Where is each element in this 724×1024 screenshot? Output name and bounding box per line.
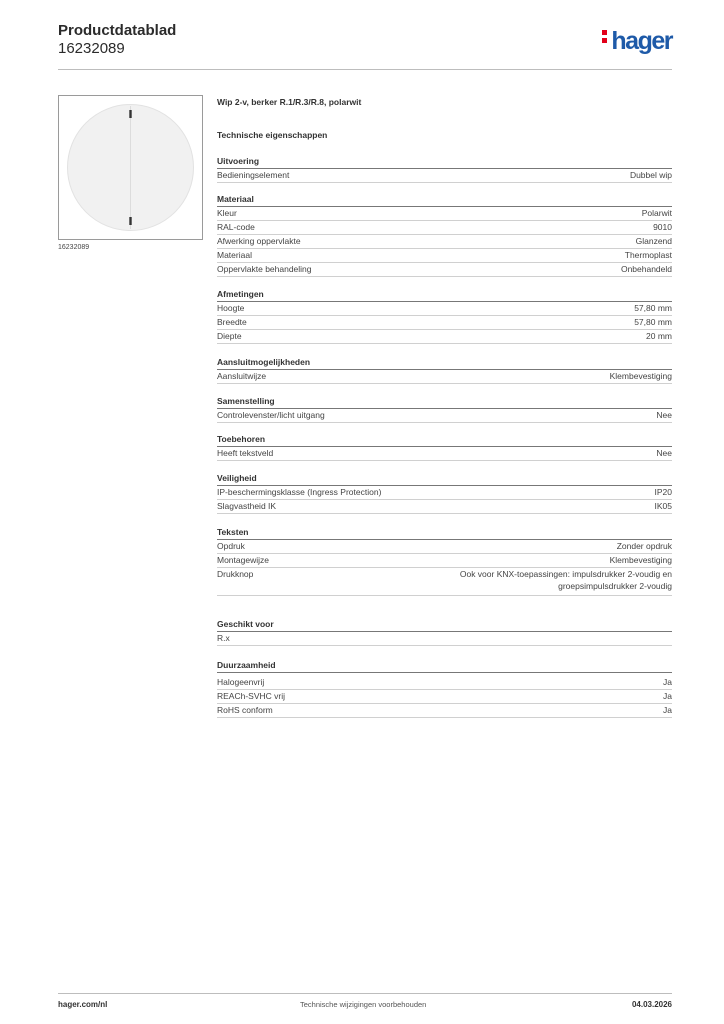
section-title-geschikt-voor: Geschikt voor	[217, 618, 672, 632]
spec-key: Aansluitwijze	[217, 371, 267, 381]
spec-row	[217, 370, 672, 384]
hager-logo	[602, 27, 672, 55]
spec-value: Ja	[663, 677, 672, 687]
spec-key: Breedte	[217, 317, 247, 327]
spec-row	[217, 235, 672, 249]
page-header	[58, 22, 672, 70]
spec-value: Ook voor KNX-toepassingen: impulsdrukker 2-voudig en groepsimpulsdrukker 2-voudig	[459, 569, 672, 591]
spec-key: Bedieningselement	[217, 170, 290, 180]
spec-key: Kleur	[217, 208, 237, 218]
spec-value: 57,80 mm	[634, 303, 672, 313]
spec-key: RoHS conform	[217, 705, 273, 715]
product-title: Wip 2-v, berker R.1/R.3/R.8, polarwit	[217, 97, 362, 107]
document-title: Productdatablad	[58, 22, 177, 39]
section-title-veiligheid: Veiligheid	[217, 472, 672, 486]
spec-row	[217, 207, 672, 221]
spec-row	[217, 330, 672, 344]
spec-row	[217, 554, 672, 568]
spec-value: Onbehandeld	[620, 264, 672, 274]
spec-key: Oppervlakte behandeling	[217, 264, 312, 274]
spec-value: Ja	[663, 705, 672, 715]
spec-key: IP-beschermingsklasse (Ingress Protection)	[217, 487, 382, 497]
spec-key: REACh-SVHC vrij	[217, 691, 286, 701]
spec-row	[217, 249, 672, 263]
spec-row	[217, 221, 672, 235]
section-title-toebehoren: Toebehoren	[217, 433, 672, 447]
spec-value: Polarwit	[641, 208, 672, 218]
spec-key: Controlevenster/licht uitgang	[217, 410, 325, 420]
spec-row	[217, 676, 672, 690]
spec-key: Drukknop	[217, 569, 254, 579]
section-title-afmetingen: Afmetingen	[217, 288, 672, 302]
spec-value: Thermoplast	[624, 250, 672, 260]
spec-key: RAL-code	[217, 222, 255, 232]
spec-row	[217, 263, 672, 277]
spec-value: IK05	[654, 501, 672, 511]
document-number: 16232089	[58, 40, 125, 57]
spec-value: Dubbel wip	[629, 170, 672, 180]
spec-key: Heeft tekstveld	[217, 448, 274, 458]
spec-key: Diepte	[217, 331, 242, 341]
footer-website-link[interactable]: hager.com/nl	[58, 1000, 108, 1009]
logo-text: hager	[611, 27, 672, 55]
spec-row	[217, 409, 672, 423]
spec-key: R.x	[217, 633, 230, 643]
section-title-teksten: Teksten	[217, 526, 672, 540]
spec-row	[217, 316, 672, 330]
product-image	[58, 95, 203, 240]
spec-key: Montagewijze	[217, 555, 269, 565]
footer-disclaimer: Technische wijzigingen voorbehouden	[300, 1000, 427, 1009]
spec-row	[217, 500, 672, 514]
section-title-uitvoering: Uitvoering	[217, 155, 672, 169]
section-title-materiaal: Materiaal	[217, 193, 672, 207]
footer-date: 04.03.2026	[631, 1000, 672, 1009]
spec-row	[217, 447, 672, 461]
section-title-samenstelling: Samenstelling	[217, 395, 672, 409]
spec-row	[217, 486, 672, 500]
spec-key: Materiaal	[217, 250, 252, 260]
spec-value: Nee	[656, 410, 672, 420]
spec-row	[217, 632, 672, 646]
spec-value: 20 mm	[646, 331, 672, 341]
spec-heading: Technische eigenschappen	[217, 130, 328, 140]
spec-row	[217, 302, 672, 316]
spec-value: Klembevestiging	[609, 371, 672, 381]
spec-row	[217, 690, 672, 704]
spec-key: Hoogte	[217, 303, 245, 313]
spec-key: Slagvastheid IK	[217, 501, 277, 511]
spec-value: Zonder opdruk	[616, 541, 672, 551]
spec-value: Nee	[656, 448, 672, 458]
spec-row	[217, 704, 672, 718]
spec-value: Ja	[663, 691, 672, 701]
section-title-duurzaamheid: Duurzaamheid	[217, 659, 672, 673]
spec-value: IP20	[654, 487, 672, 497]
spec-row	[217, 169, 672, 183]
page-footer	[58, 993, 672, 1011]
spec-key: Opdruk	[217, 541, 245, 551]
logo-mark-icon	[602, 27, 608, 46]
spec-row	[217, 540, 672, 554]
spec-value: 57,80 mm	[634, 317, 672, 327]
spec-row	[217, 568, 672, 596]
rocker-switch-icon	[59, 96, 202, 239]
spec-value: Glanzend	[635, 236, 672, 246]
spec-key: Afwerking oppervlakte	[217, 236, 301, 246]
image-caption: 16232089	[58, 244, 90, 251]
spec-value: Klembevestiging	[609, 555, 672, 565]
section-title-aansluitmogelijkheden: Aansluitmogelijkheden	[217, 356, 672, 370]
spec-value: 9010	[653, 222, 672, 232]
spec-key: Halogeenvrij	[217, 677, 265, 687]
